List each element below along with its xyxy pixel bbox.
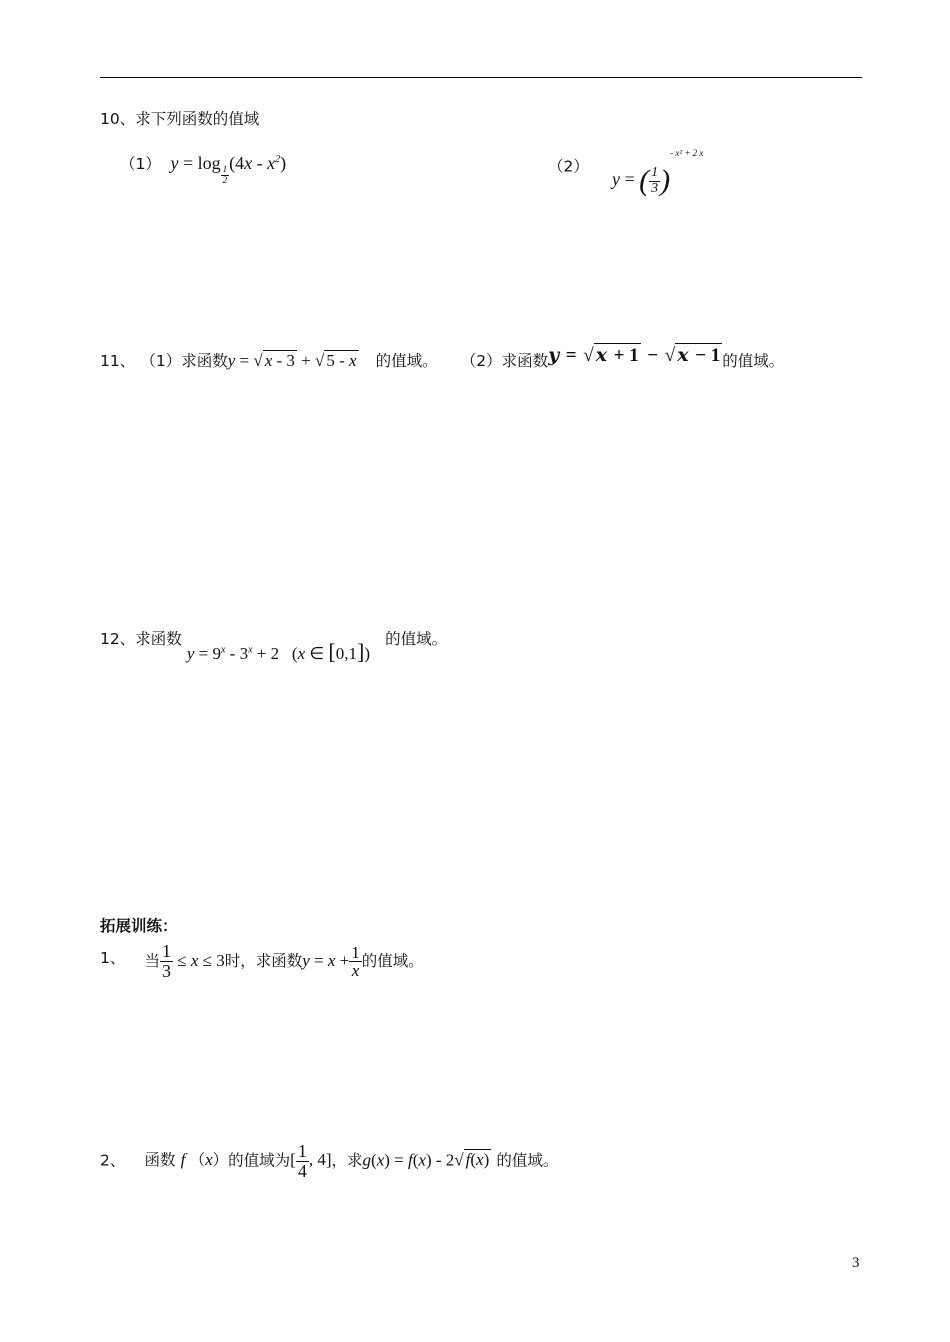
q11-part2-label: （2）求函数 [460, 352, 549, 370]
q11-part1-tail: 的值域。 [375, 352, 438, 370]
ext-item2-formula: g(x) = f(x) - 2√ f(x) [362, 1150, 490, 1170]
q10-part2-formula: y = ( $\frac{1}{3}$ )$^{- x^2 + 2 x}$ [611, 148, 704, 198]
ext-item1-pre: 当 [144, 951, 160, 970]
q11-part2-formula: y = √ x + 1 − √ x − 1 [548, 344, 721, 366]
ext-item1 [100, 942, 424, 981]
ext-item1-frac: $\frac{1}{3}$ [161, 941, 171, 981]
ext-item1-formula: y = x + $\frac{1}{x}$ [302, 942, 360, 981]
ext-item2-number: 2、 [100, 1151, 126, 1170]
q10-part2 [548, 148, 704, 198]
q10-title: 10、求下列函数的值域 [100, 110, 260, 128]
ext-item2-tail: 的值域。 [496, 1151, 559, 1170]
q12 [100, 624, 448, 664]
ext-item2-pre: 函数 [144, 1151, 176, 1170]
q10-part2-label: （2） [548, 157, 589, 176]
q10-part1-label: （1） [120, 155, 161, 173]
q11-number: 11、 [100, 352, 136, 370]
q11 [100, 344, 785, 372]
q10-part1 [120, 152, 287, 185]
ext-heading: 拓展训练： [100, 917, 178, 935]
ext-item1-number: 1、 [100, 948, 126, 967]
q11-part1-formula: y = √ x - 3 + √ 5 - x [227, 351, 357, 370]
ext-item2-interval: [ $\frac{1}{4}$ , 4] [290, 1141, 332, 1181]
q12-number: 12、求函数 [100, 630, 182, 648]
ext-item2-f: f （x） [180, 1150, 229, 1170]
ext-item2-mid: 的值域为 [228, 1151, 291, 1170]
q12-tail: 的值域。 [385, 630, 448, 648]
ext-item2 [100, 1142, 558, 1181]
q12-formula: $y = 9^x - 3^x + 2$ (x ∈ [0,1]) [186, 639, 370, 664]
ext-item1-tail: 的值域。 [361, 951, 424, 970]
q10-part1-formula: y = log $_{\frac{1}{2}}$ $(4x - x^2)$ [165, 153, 287, 185]
ext-item2-mid2: ，求 [331, 1151, 363, 1170]
ext-item1-mid: 时，求函数 [224, 951, 303, 970]
q11-part2-tail: 的值域。 [722, 352, 785, 370]
q11-part1-label: （1）求函数 [140, 352, 228, 370]
ext-item1-ineq: ≤ x ≤ 3 [177, 950, 225, 970]
page-number: 3 [852, 1255, 860, 1271]
header-rule [100, 77, 862, 78]
